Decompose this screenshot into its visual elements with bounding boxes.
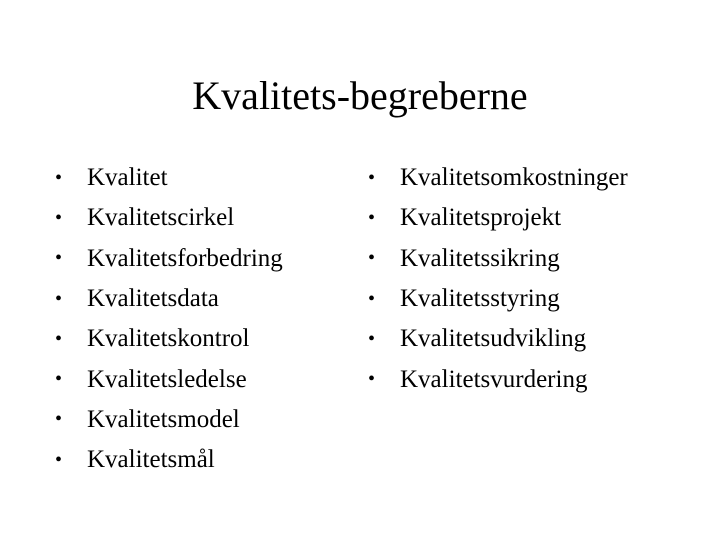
list-item-label: Kvalitetssikring: [400, 244, 560, 272]
list-item-label: Kvalitetsledelse: [87, 365, 247, 393]
list-item-label: Kvalitet: [87, 164, 168, 192]
list-item-label: Kvalitetsomkostninger: [400, 164, 628, 192]
bullet-icon: •: [55, 448, 63, 471]
left-bullet-list: [55, 158, 283, 480]
list-item: [368, 239, 628, 279]
bullet-icon: •: [55, 247, 63, 270]
list-item-label: Kvalitetsvurdering: [400, 365, 588, 393]
list-item-label: Kvalitetscirkel: [87, 204, 235, 232]
list-item: [55, 198, 283, 238]
bullet-icon: •: [55, 368, 63, 391]
list-item: [368, 279, 628, 319]
list-item: [55, 239, 283, 279]
list-item: [368, 158, 628, 198]
list-item: [368, 319, 628, 359]
bullet-icon: •: [368, 247, 376, 270]
list-item: [55, 319, 283, 359]
list-item-label: Kvalitetsforbedring: [87, 244, 283, 272]
bullet-icon: •: [368, 206, 376, 229]
list-item-label: Kvalitetsstyring: [400, 285, 560, 313]
list-item: [368, 359, 628, 399]
bullet-icon: •: [55, 166, 63, 189]
list-item: [55, 279, 283, 319]
slide-title: Kvalitets-begreberne: [192, 73, 528, 118]
bullet-icon: •: [55, 206, 63, 229]
list-item: [55, 359, 283, 399]
bullet-icon: •: [368, 287, 376, 310]
list-item: [55, 440, 283, 480]
bullet-icon: •: [368, 327, 376, 350]
right-bullet-list: [368, 158, 628, 400]
list-item-label: Kvalitetskontrol: [87, 325, 250, 353]
list-item-label: Kvalitetsudvikling: [400, 325, 587, 353]
list-item: [55, 400, 283, 440]
list-item: [55, 158, 283, 198]
list-item-label: Kvalitetsmål: [87, 446, 215, 474]
bullet-icon: •: [55, 327, 63, 350]
bullet-icon: •: [55, 287, 63, 310]
bullet-icon: •: [368, 166, 376, 189]
list-item-label: Kvalitetsdata: [87, 285, 219, 313]
bullet-icon: •: [368, 368, 376, 391]
list-item-label: Kvalitetsmodel: [87, 405, 240, 433]
bullet-icon: •: [55, 408, 63, 431]
list-item: [368, 198, 628, 238]
list-item-label: Kvalitetsprojekt: [400, 204, 562, 232]
